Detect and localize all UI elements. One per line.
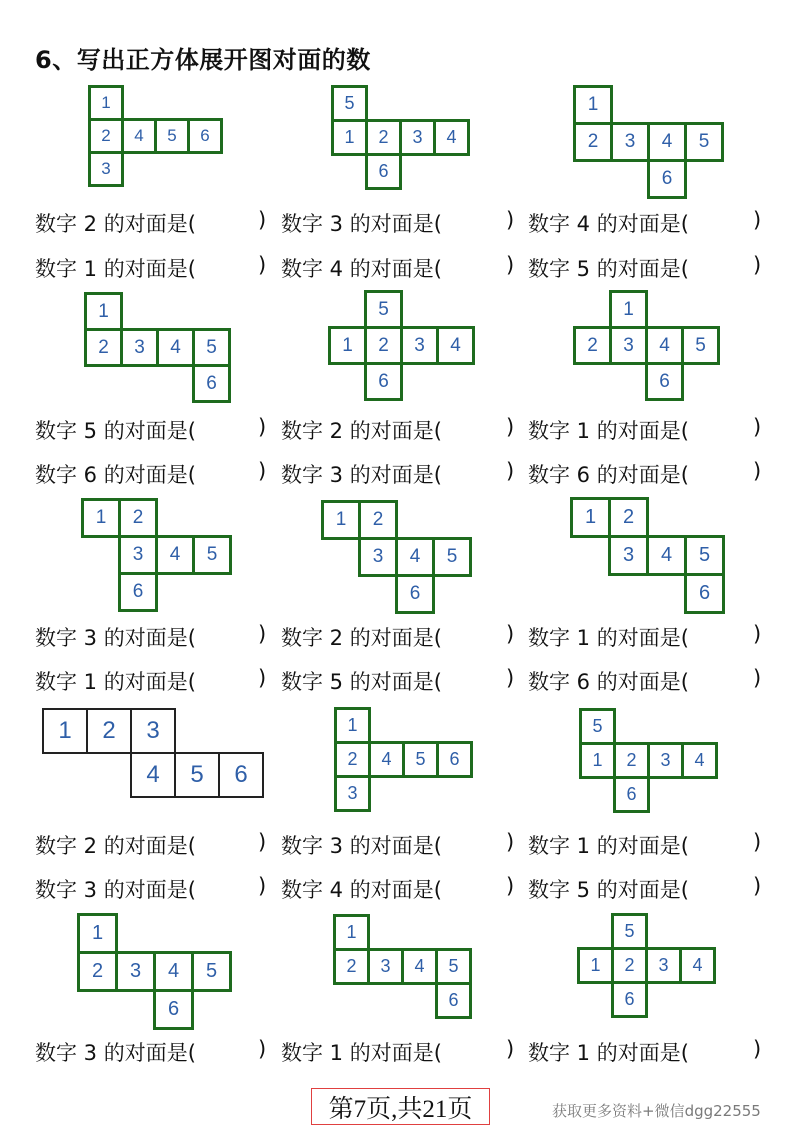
net-cell: 3 (120, 328, 159, 367)
net-cell: 6 (192, 364, 231, 403)
net-cell: 4 (646, 535, 687, 576)
question-text: 数字 3 的对面是( (35, 1041, 196, 1065)
net-cell: 5 (435, 948, 472, 985)
answer-blank-close: ) (753, 830, 762, 854)
net-cell: 5 (684, 122, 724, 162)
net-cell: 1 (88, 85, 124, 121)
net-cell: 1 (609, 290, 648, 329)
page-number: 第7页,共21页 (311, 1088, 490, 1125)
answer-blank-close: ) (753, 253, 762, 277)
answer-blank-close: ) (258, 830, 267, 854)
question-text: 数字 5 的对面是( (281, 670, 442, 694)
net-cell: 6 (684, 573, 725, 614)
net-cell: 2 (365, 119, 402, 156)
net-cell: 2 (84, 328, 123, 367)
watermark: 获取更多资料+微信dgg22555 (552, 1102, 761, 1120)
answer-blank-close: ) (753, 459, 762, 483)
net-cell: 3 (118, 535, 158, 575)
question (281, 666, 515, 696)
net-cell: 4 (153, 951, 194, 992)
net-cell: 6 (153, 989, 194, 1030)
net-cell: 3 (610, 122, 650, 162)
question-text: 数字 2 的对面是( (281, 419, 442, 443)
net-cell: 4 (130, 752, 176, 798)
net-cell: 1 (328, 326, 367, 365)
question-text: 数字 1 的对面是( (528, 419, 689, 443)
question-text: 数字 1 的对面是( (528, 626, 689, 650)
answer-blank-close: ) (258, 459, 267, 483)
net-cell: 3 (609, 326, 648, 365)
answer-blank-close: ) (753, 1037, 762, 1061)
question (35, 415, 267, 445)
net-cell: 1 (77, 913, 118, 954)
net-cell: 2 (333, 948, 370, 985)
net-cell: 4 (436, 326, 475, 365)
net-cell: 2 (573, 326, 612, 365)
net-cell: 3 (608, 535, 649, 576)
answer-blank-close: ) (506, 622, 515, 646)
net-cell: 4 (401, 948, 438, 985)
net-cell: 5 (364, 290, 403, 329)
question (35, 253, 267, 283)
net-cell: 5 (191, 951, 232, 992)
question-text: 数字 3 的对面是( (35, 626, 196, 650)
net-cell: 4 (395, 537, 435, 577)
net-cell: 6 (647, 159, 687, 199)
net-cell: 4 (681, 742, 718, 779)
question-text: 数字 3 的对面是( (281, 834, 442, 858)
net-cell: 3 (88, 151, 124, 187)
question-text: 数字 4 的对面是( (281, 878, 442, 902)
net-cell: 5 (192, 535, 232, 575)
net-cell: 1 (573, 85, 613, 125)
net-cell: 4 (156, 328, 195, 367)
question-text: 数字 2 的对面是( (35, 212, 196, 236)
answer-blank-close: ) (506, 253, 515, 277)
question (528, 253, 762, 283)
question-text: 数字 5 的对面是( (528, 878, 689, 902)
answer-blank-close: ) (753, 208, 762, 232)
net-cell: 6 (187, 118, 223, 154)
question (281, 830, 515, 860)
net-cell: 6 (118, 572, 158, 612)
net-cell: 2 (613, 742, 650, 779)
net-cell: 6 (218, 752, 264, 798)
question (281, 622, 515, 652)
question-text: 数字 5 的对面是( (35, 419, 196, 443)
net-cell: 1 (579, 742, 616, 779)
answer-blank-close: ) (506, 459, 515, 483)
net-cell: 5 (174, 752, 220, 798)
net-cell: 5 (681, 326, 720, 365)
question-text: 数字 4 的对面是( (281, 257, 442, 281)
net-cell: 5 (611, 913, 648, 950)
net-cell: 1 (84, 292, 123, 331)
net-cell: 5 (331, 85, 368, 122)
net-cell: 1 (321, 500, 361, 540)
question-text: 数字 3 的对面是( (281, 212, 442, 236)
question-text: 数字 2 的对面是( (281, 626, 442, 650)
answer-blank-close: ) (258, 1037, 267, 1061)
answer-blank-close: ) (258, 666, 267, 690)
question (281, 459, 515, 489)
net-cell: 5 (684, 535, 725, 576)
net-cell: 2 (608, 497, 649, 538)
net-cell: 1 (334, 707, 371, 744)
question (35, 622, 267, 652)
net-cell: 2 (86, 708, 132, 754)
net-cell: 1 (333, 914, 370, 951)
answer-blank-close: ) (506, 1037, 515, 1061)
net-cell: 3 (130, 708, 176, 754)
question (35, 1037, 267, 1067)
question-text: 数字 5 的对面是( (528, 257, 689, 281)
question-text: 数字 3 的对面是( (35, 878, 196, 902)
question-text: 数字 6 的对面是( (528, 670, 689, 694)
question-text: 数字 1 的对面是( (35, 257, 196, 281)
question-text: 数字 1 的对面是( (35, 670, 196, 694)
answer-blank-close: ) (506, 415, 515, 439)
question (528, 622, 762, 652)
net-cell: 2 (364, 326, 403, 365)
net-cell: 4 (368, 741, 405, 778)
net-cell: 6 (611, 981, 648, 1018)
question (528, 459, 762, 489)
net-cell: 6 (435, 982, 472, 1019)
answer-blank-close: ) (258, 208, 267, 232)
net-cell: 6 (613, 776, 650, 813)
net-cell: 5 (192, 328, 231, 367)
question (528, 666, 762, 696)
question (281, 208, 515, 238)
question (528, 1037, 762, 1067)
question (35, 874, 267, 904)
net-cell: 4 (433, 119, 470, 156)
question (528, 830, 762, 860)
question (281, 874, 515, 904)
answer-blank-close: ) (258, 874, 267, 898)
net-cell: 2 (573, 122, 613, 162)
net-cell: 5 (154, 118, 190, 154)
net-cell: 2 (358, 500, 398, 540)
net-cell: 4 (121, 118, 157, 154)
net-cell: 4 (155, 535, 195, 575)
net-cell: 3 (358, 537, 398, 577)
question (528, 208, 762, 238)
net-cell: 5 (432, 537, 472, 577)
answer-blank-close: ) (258, 415, 267, 439)
net-cell: 3 (399, 119, 436, 156)
question-text: 数字 3 的对面是( (281, 463, 442, 487)
answer-blank-close: ) (506, 208, 515, 232)
net-cell: 2 (334, 741, 371, 778)
question (528, 415, 762, 445)
answer-blank-close: ) (506, 874, 515, 898)
net-cell: 3 (647, 742, 684, 779)
net-cell: 6 (436, 741, 473, 778)
question-text: 数字 1 的对面是( (528, 834, 689, 858)
answer-blank-close: ) (506, 830, 515, 854)
net-cell: 1 (81, 498, 121, 538)
answer-blank-close: ) (753, 622, 762, 646)
answer-blank-close: ) (258, 622, 267, 646)
answer-blank-close: ) (258, 253, 267, 277)
net-cell: 3 (400, 326, 439, 365)
question (281, 253, 515, 283)
net-cell: 2 (88, 118, 124, 154)
answer-blank-close: ) (753, 874, 762, 898)
question (528, 874, 762, 904)
question (35, 830, 267, 860)
net-cell: 4 (679, 947, 716, 984)
answer-blank-close: ) (753, 415, 762, 439)
question-text: 数字 1 的对面是( (528, 1041, 689, 1065)
net-cell: 3 (115, 951, 156, 992)
net-cell: 1 (331, 119, 368, 156)
net-cell: 5 (579, 708, 616, 745)
question-text: 数字 1 的对面是( (281, 1041, 442, 1065)
net-cell: 5 (402, 741, 439, 778)
net-cell: 3 (645, 947, 682, 984)
net-cell: 2 (77, 951, 118, 992)
net-cell: 4 (647, 122, 687, 162)
net-cell: 2 (118, 498, 158, 538)
net-cell: 6 (364, 362, 403, 401)
net-cell: 1 (570, 497, 611, 538)
net-cell: 6 (365, 153, 402, 190)
exercise-title: 6、写出正方体展开图对面的数 (35, 46, 371, 74)
net-cell: 1 (42, 708, 88, 754)
question (281, 1037, 515, 1067)
question (281, 415, 515, 445)
answer-blank-close: ) (506, 666, 515, 690)
net-cell: 6 (395, 574, 435, 614)
net-cell: 4 (645, 326, 684, 365)
net-cell: 3 (334, 775, 371, 812)
question-text: 数字 6 的对面是( (528, 463, 689, 487)
net-cell: 6 (645, 362, 684, 401)
net-cell: 1 (577, 947, 614, 984)
net-cell: 3 (367, 948, 404, 985)
question (35, 666, 267, 696)
question-text: 数字 6 的对面是( (35, 463, 196, 487)
question-text: 数字 2 的对面是( (35, 834, 196, 858)
question (35, 459, 267, 489)
net-cell: 2 (611, 947, 648, 984)
question (35, 208, 267, 238)
answer-blank-close: ) (753, 666, 762, 690)
question-text: 数字 4 的对面是( (528, 212, 689, 236)
